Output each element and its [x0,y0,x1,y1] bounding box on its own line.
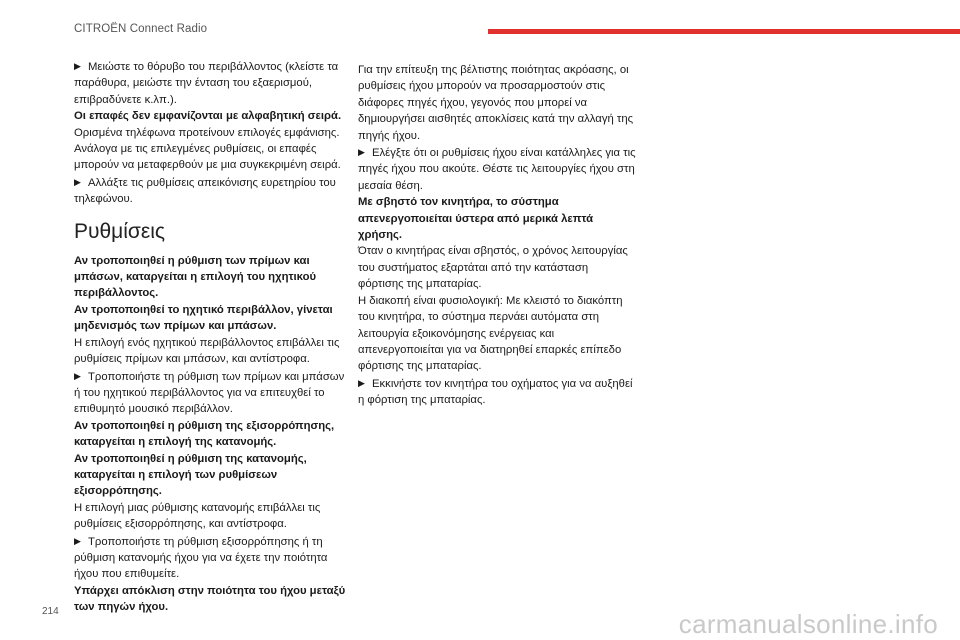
left-column [74,58,352,616]
right-column [358,62,636,409]
bold-heading: Αν τροποποιηθεί η ρύθμιση της εξισορρόπησης, καταργείται η επιλογή της κατανομής. [74,419,335,449]
bold-heading: Υπάρχει απόκλιση στην ποιότητα του ήχου μεταξύ των πηγών ήχου. [74,584,346,614]
bullet-paragraph [358,144,636,194]
header-accent-bar [488,29,960,34]
bullet-text: Ελέγξτε ότι οι ρυθμίσεις ήχου είναι κατάλληλες για τις πηγές ήχου που ακούτε. Θέστε τις λειτουργίες ήχου στη μεσαία θέση. [358,147,636,192]
body-paragraph: Για την επίτευξη της βέλτιστης ποιότητας ακρόασης, οι ρυθμίσεις ήχου μπορούν να προσαρμοστούν στις διάφορες πηγές ήχου, γεγονός που μπορεί να δημιουργήσει αισθητές αποκλίσεις κατά την αλλαγή της πηγής ήχου. [358,64,634,142]
bullet-text: Τροποποιήστε τη ρύθμιση εξισορρόπησης ή τη ρύθμιση κατανομής ήχου για να έχετε την ποιότητα ήχου που επιθυμείτε. [74,535,328,581]
bold-heading: Αν τροποποιηθεί το ηχητικό περιβάλλον, γίνεται μηδενισμός των πρίμων και μπάσων. [74,303,333,333]
body-paragraph: Η διακοπή είναι φυσιολογική: Με κλειστό το διακόπτη του κινητήρα, το σύστημα περνάει αυτόματα στη λειτουργία εξοικονόμησης ενέργειας και απενεργοποιείται για να διατηρηθεί επαρκές επίπεδο φόρτισης της μπαταρίας. [358,294,623,373]
page-header-title: CITROËN Connect Radio [74,23,208,35]
bullet-text: Εκκινήστε τον κινητήρα του οχήματος για να αυξηθεί η φόρτιση της μπαταρίας. [358,377,633,407]
bullet-paragraph [358,375,636,409]
section-title: Ρυθμίσεις [74,219,166,243]
body-paragraph: Η επιλογή μιας ρύθμισης κατανομής επιβάλλει τις ρυθμίσεις εξισορρόπησης, και αντίστροφα. [74,501,321,531]
body-paragraph: Όταν ο κινητήρας είναι σβηστός, ο χρόνος λειτουργίας του συστήματος εξαρτάται από την κατάσταση φόρτισης της μπαταρίας. [358,245,628,291]
bullet-paragraph [74,58,352,108]
bullet-paragraph [74,174,352,208]
bold-heading: Οι επαφές δεν εμφανίζονται με αλφαβητική σειρά. [74,110,342,123]
bullet-text: Μειώστε το θόρυβο του περιβάλλοντος (κλείστε τα παράθυρα, μειώστε την ένταση του εξαερισμού, επιβραδύνετε κ.λπ.). [74,61,339,106]
bold-heading: Με σβηστό τον κινητήρα, το σύστημα απενεργοποιείται ύστερα από μερικά λεπτά χρήσης. [358,196,594,242]
page-number: 214 [42,606,59,617]
body-paragraph: Η επιλογή ενός ηχητικού περιβάλλοντος επιβάλλει τις ρυθμίσεις πρίμων και μπάσων, και αντίστροφα. [74,336,340,366]
bullet-paragraph [74,368,352,418]
body-paragraph: Ορισμένα τηλέφωνα προτείνουν επιλογές εμφάνισης. Ανάλογα με τις επιλεγμένες ρυθμίσεις, οι επαφές μπορούν να μεταφερθούν με μια συγκεκριμένη σειρά. [74,126,341,172]
bullet-text: Αλλάξτε τις ρυθμίσεις απεικόνισης ευρετηρίου του τηλεφώνου. [74,176,336,206]
bullet-text: Τροποποιήστε τη ρύθμιση των πρίμων και μπάσων ή του ηχητικού περιβάλλοντος για να επιτευχθεί το επιθυμητό μουσικό περιβάλλον. [74,370,345,416]
bullet-paragraph [74,533,352,583]
bold-heading: Αν τροποποιηθεί η ρύθμιση της κατανομής, καταργείται η επιλογή των ρυθμίσεων εξισορρόπησης. [74,452,307,498]
bold-heading: Αν τροποποιηθεί η ρύθμιση των πρίμων και μπάσων, καταργείται η επιλογή του ηχητικού περιβάλλοντος. [74,254,317,300]
watermark-link[interactable]: carmanualsonline.info [678,609,938,639]
